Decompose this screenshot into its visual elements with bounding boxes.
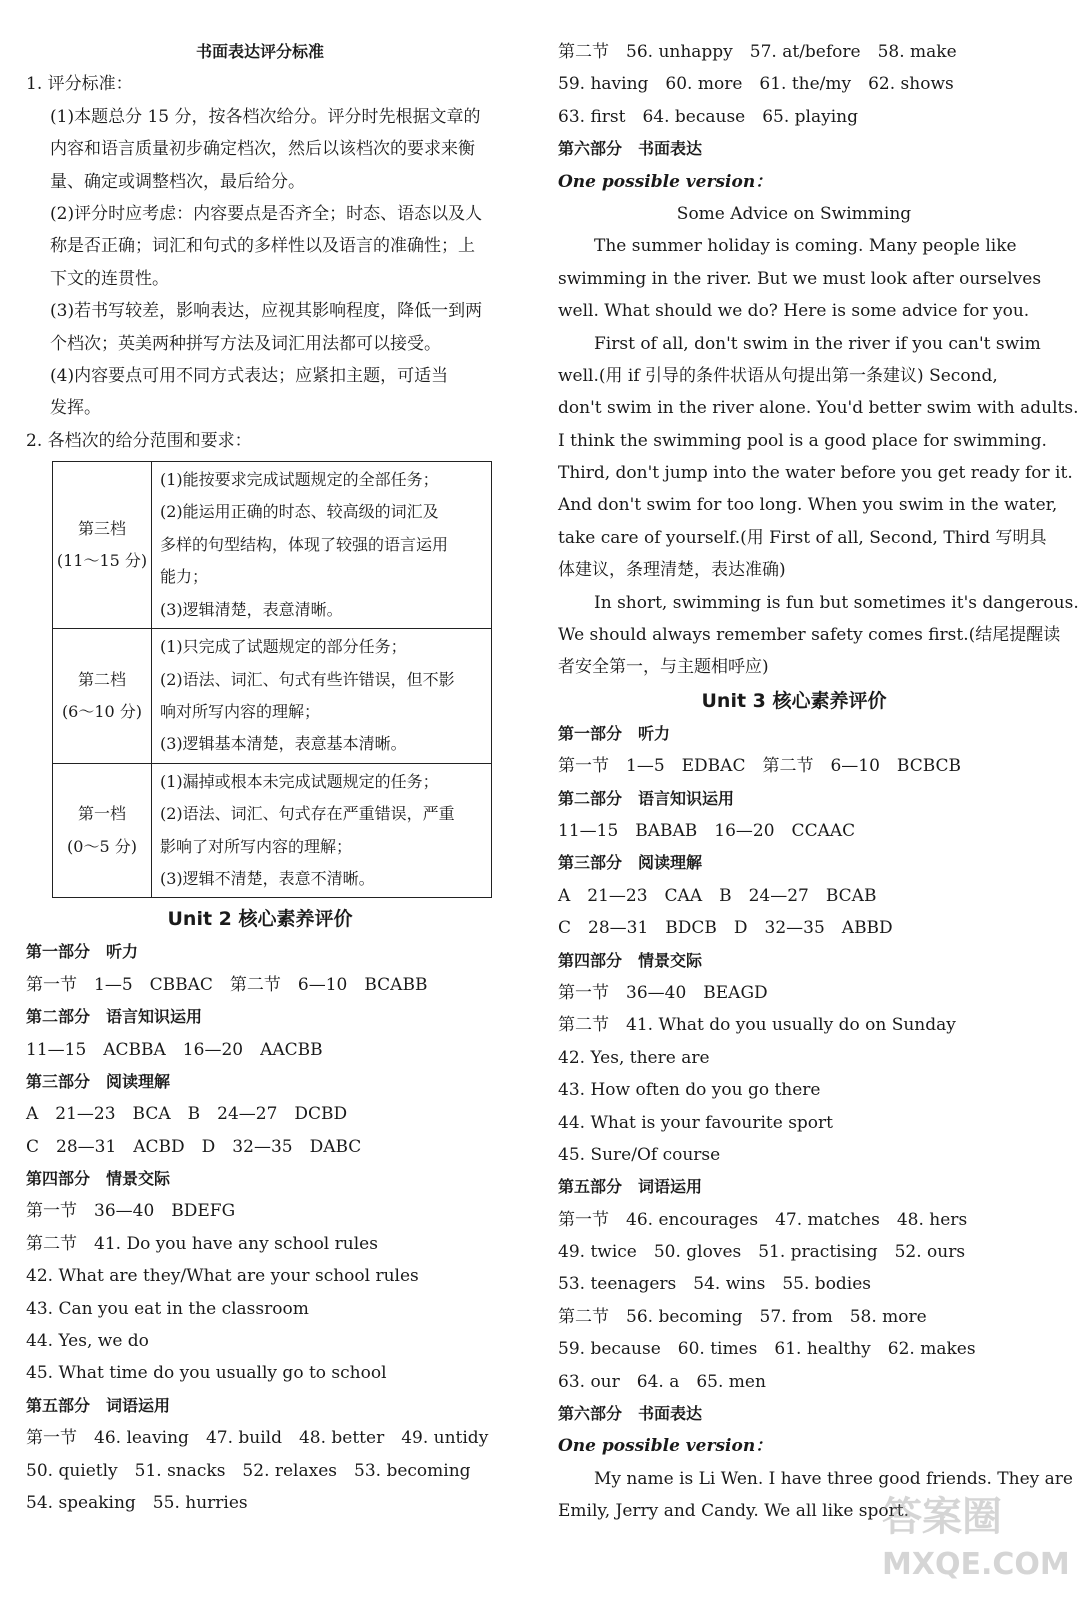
section-heading: 第六部分 书面表达 bbox=[558, 1404, 703, 1424]
unit2-answers-continued bbox=[558, 36, 1030, 166]
essay-line: Third, don't jump into the water before you get ready for it. bbox=[558, 463, 1073, 484]
level-desc-line: (1)漏掉或根本未完成试题规定的任务； bbox=[160, 771, 439, 791]
answer-line: 59. having 60. more 61. the/my 62. shows bbox=[558, 74, 954, 95]
answer-line: 42. What are they/What are your school rules bbox=[26, 1266, 419, 1287]
unit3-answers bbox=[558, 718, 1030, 1431]
sample-essay bbox=[558, 230, 1079, 683]
essay-line: well.(用 if 引导的条件状语从句提出第一条建议) Second, bbox=[558, 365, 998, 386]
level-row bbox=[53, 763, 492, 898]
answer-line: 63. our 64. a 65. men bbox=[558, 1371, 766, 1392]
essay-line: Emily, Jerry and Candy. We all like sport. bbox=[558, 1501, 909, 1522]
section-heading: 第六部分 书面表达 bbox=[558, 139, 703, 159]
level-range: (0～5 分) bbox=[67, 836, 137, 856]
essay-line: 者安全第一，与主题相呼应) bbox=[558, 657, 769, 678]
answer-line: 第一节 1—5 EDBAC 第二节 6—10 BCBCB bbox=[558, 756, 962, 777]
criteria-line: 个档次；英美两种拼写方法及词汇用法都可以接受。 bbox=[50, 333, 441, 354]
answer-line: 45. Sure/Of course bbox=[558, 1144, 721, 1165]
level-name: 第一档 bbox=[77, 804, 126, 824]
answer-line: 59. because 60. times 61. healthy 62. makes bbox=[558, 1339, 976, 1360]
levels-heading: 2. 各档次的给分范围和要求： bbox=[26, 430, 252, 451]
version-label: One possible version： bbox=[558, 171, 773, 192]
criteria-list bbox=[26, 101, 494, 425]
unit3-title: Unit 3 核心素养评价 bbox=[701, 689, 887, 712]
answer-line: 第一节 1—5 CBBAC 第二节 6—10 BCABB bbox=[26, 974, 428, 995]
criteria-line: (2)评分时应考虑：内容要点是否齐全；时态、语态以及人 bbox=[50, 203, 483, 224]
version-label-2: One possible version： bbox=[558, 1436, 773, 1457]
section-heading: 第一部分 听力 bbox=[26, 942, 139, 962]
section-heading: 第四部分 情景交际 bbox=[26, 1169, 171, 1189]
level-desc-line: (2)语法、词汇、句式存在严重错误，严重 bbox=[160, 804, 455, 824]
section-heading: 第一部分 听力 bbox=[558, 723, 671, 743]
answer-line: 54. speaking 55. hurries bbox=[26, 1493, 248, 1513]
levels-table bbox=[52, 461, 492, 898]
answer-line: 44. Yes, we do bbox=[26, 1331, 149, 1352]
essay-line: 体建议，条理清楚，表达准确) bbox=[558, 560, 786, 581]
level-desc-line: (1)能按要求完成试题规定的全部任务； bbox=[160, 470, 439, 490]
section-heading: 第五部分 词语运用 bbox=[558, 1177, 703, 1197]
left-column bbox=[26, 36, 494, 1519]
answer-line: 第二节 41. Do you have any school rules bbox=[26, 1233, 378, 1254]
criteria-line: (1)本题总分 15 分，按各档次给分。评分时先根据文章的 bbox=[50, 106, 481, 127]
answer-line: 63. first 64. because 65. playing bbox=[558, 106, 858, 127]
section-heading: 第三部分 阅读理解 bbox=[26, 1071, 171, 1091]
answer-line: 44. What is your favourite sport bbox=[558, 1112, 833, 1133]
essay-line: And don't swim for too long. When you swim in the water, bbox=[558, 495, 1058, 516]
answer-line: 第二节 56. becoming 57. from 58. more bbox=[558, 1306, 927, 1327]
answer-line: 第一节 46. leaving 47. build 48. better 49. untidy bbox=[26, 1428, 489, 1449]
unit2-answers bbox=[26, 936, 494, 1519]
level-desc-line: 多样的句型结构，体现了较强的语言运用 bbox=[160, 534, 449, 554]
level-desc-cell bbox=[152, 629, 492, 764]
criteria-line: 发挥。 bbox=[50, 398, 101, 419]
answer-line: 第一节 36—40 BDEFG bbox=[26, 1201, 236, 1222]
answer-line: A 21—23 BCA B 24—27 DCBD bbox=[26, 1104, 348, 1125]
section-heading: 第四部分 情景交际 bbox=[558, 950, 703, 970]
essay-line: In short, swimming is fun but sometimes it's dangerous. bbox=[594, 592, 1079, 613]
level-range: (11～15 分) bbox=[56, 551, 148, 571]
right-column bbox=[558, 36, 1079, 1528]
level-name: 第二档 bbox=[77, 669, 126, 689]
essay-line: My name is Li Wen. I have three good friends. They are bbox=[594, 1468, 1073, 1489]
answer-line: 第一节 46. encourages 47. matches 48. hers bbox=[558, 1209, 968, 1230]
answer-line: 42. Yes, there are bbox=[558, 1047, 710, 1068]
essay-line: I think the swimming pool is a good place for swimming. bbox=[558, 430, 1047, 451]
essay-line: well. What should we do? Here is some advice for you. bbox=[558, 301, 1030, 322]
level-desc-line: (3)逻辑清楚，表意清晰。 bbox=[160, 599, 343, 619]
answer-line: 第二节 56. unhappy 57. at/before 58. make bbox=[558, 42, 957, 62]
essay-line: don't swim in the river alone. You'd better swim with adults. bbox=[558, 398, 1079, 419]
level-desc-line: (2)能运用正确的时态、较高级的词汇及 bbox=[160, 502, 439, 522]
level-name-cell bbox=[53, 629, 152, 764]
answer-line: 49. twice 50. gloves 51. practising 52. ours bbox=[558, 1242, 966, 1263]
essay-title: Some Advice on Swimming bbox=[676, 203, 912, 224]
section-heading: 第二部分 语言知识运用 bbox=[558, 788, 735, 808]
level-desc-line: (2)语法、词汇、句式有些许错误，但不影 bbox=[160, 669, 455, 689]
level-range: (6～10 分) bbox=[61, 701, 143, 721]
watermark-text: 答案圈 bbox=[882, 1494, 1002, 1540]
criteria-line: (3)若书写较差，影响表达，应视其影响程度，降低一到两 bbox=[50, 301, 483, 322]
level-name-cell bbox=[53, 763, 152, 898]
level-row bbox=[53, 629, 492, 764]
essay-line: take care of yourself.(用 First of all, Second, Third 写明具 bbox=[558, 527, 1047, 548]
level-desc-line: 响对所写内容的理解； bbox=[160, 701, 321, 721]
section-heading: 第五部分 词语运用 bbox=[26, 1395, 171, 1415]
rubric-title: 书面表达评分标准 bbox=[195, 42, 324, 61]
level-desc-line: (1)只完成了试题规定的部分任务； bbox=[160, 637, 407, 657]
answer-line: 53. teenagers 54. wins 55. bodies bbox=[558, 1274, 872, 1295]
answer-line: 45. What time do you usually go to school bbox=[26, 1363, 387, 1384]
answer-line: 43. How often do you go there bbox=[558, 1080, 821, 1101]
level-desc-line: (3)逻辑基本清楚，表意基本清晰。 bbox=[160, 734, 407, 754]
criteria-line: 下文的连贯性。 bbox=[50, 268, 169, 289]
criteria-heading: 1. 评分标准： bbox=[26, 74, 133, 95]
essay-line: swimming in the river. But we must look after ourselves bbox=[558, 268, 1042, 289]
essay-line: The summer holiday is coming. Many people like bbox=[594, 236, 1017, 257]
criteria-line: 称是否正确；词汇和句式的多样性以及语言的准确性；上 bbox=[50, 236, 475, 257]
level-desc-cell bbox=[152, 763, 492, 898]
unit2-title: Unit 2 核心素养评价 bbox=[167, 908, 353, 931]
criteria-line: 量、确定或调整档次，最后给分。 bbox=[50, 171, 305, 192]
essay-line: First of all, don't swim in the river if you can't swim bbox=[594, 333, 1041, 354]
level-desc-line: (3)逻辑不清楚，表意不清晰。 bbox=[160, 868, 375, 888]
answer-line: 11—15 ACBBA 16—20 AACBB bbox=[26, 1039, 323, 1060]
essay-line: We should always remember safety comes first.(结尾提醒读 bbox=[558, 625, 1061, 646]
section-heading: 第二部分 语言知识运用 bbox=[26, 1007, 203, 1027]
answer-line: C 28—31 BDCB D 32—35 ABBD bbox=[558, 918, 893, 939]
answer-line: 43. Can you eat in the classroom bbox=[26, 1298, 309, 1319]
level-name: 第三档 bbox=[77, 518, 126, 538]
answer-line: A 21—23 CAA B 24—27 BCAB bbox=[558, 885, 877, 906]
answer-line: 11—15 BABAB 16—20 CCAAC bbox=[558, 820, 856, 841]
level-row bbox=[53, 462, 492, 629]
criteria-line: 内容和语言质量初步确定档次，然后以该档次的要求来衡 bbox=[50, 139, 475, 160]
answer-line: C 28—31 ACBD D 32—35 DABC bbox=[26, 1136, 362, 1157]
answer-line: 50. quietly 51. snacks 52. relaxes 53. becoming bbox=[26, 1460, 471, 1481]
answer-line: 第一节 36—40 BEAGD bbox=[558, 982, 768, 1003]
answer-line: 第二节 41. What do you usually do on Sunday bbox=[558, 1015, 956, 1036]
criteria-line: (4)内容要点可用不同方式表达；应紧扣主题，可适当 bbox=[50, 365, 449, 386]
level-desc-line: 影响了对所写内容的理解； bbox=[160, 836, 353, 856]
level-name-cell bbox=[53, 462, 152, 629]
watermark-logo bbox=[872, 1478, 1070, 1588]
watermark-site: MXQE.COM bbox=[882, 1547, 1070, 1582]
level-desc-cell bbox=[152, 462, 492, 629]
level-desc-line: 能力； bbox=[160, 567, 209, 587]
section-heading: 第三部分 阅读理解 bbox=[558, 853, 703, 873]
